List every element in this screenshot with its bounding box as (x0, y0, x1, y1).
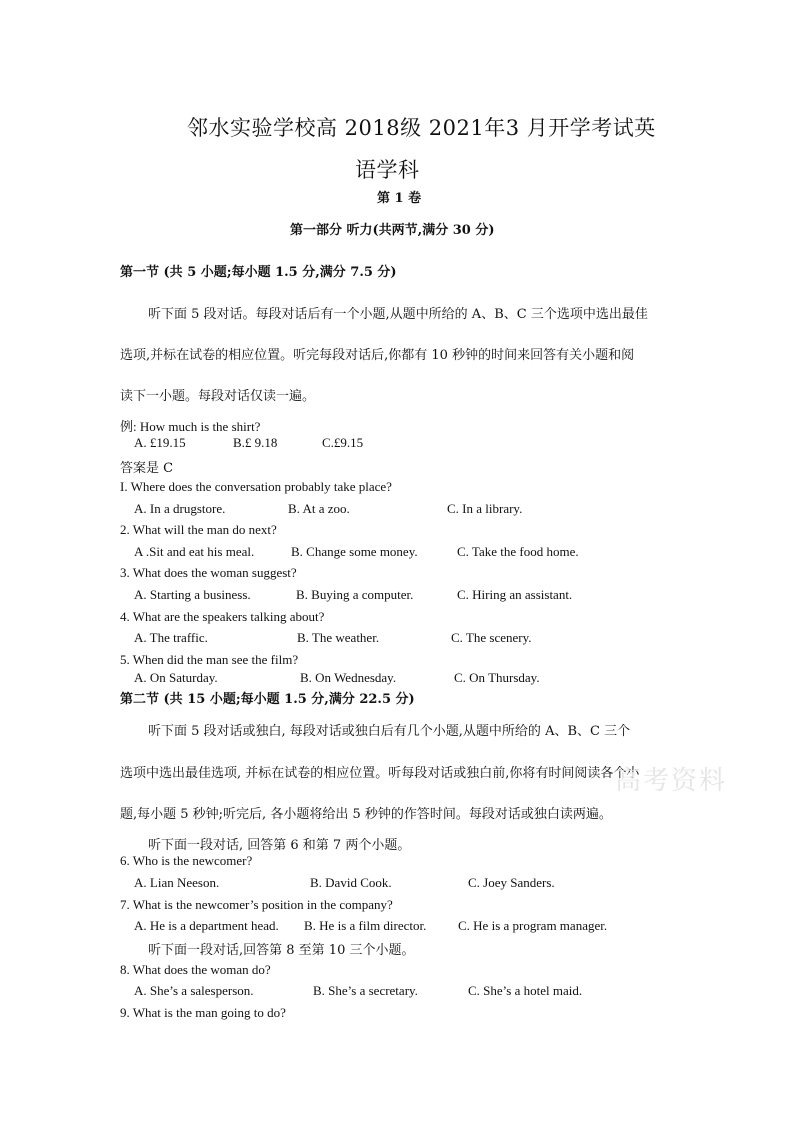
q1-option-a: A. In a drugstore. (134, 501, 226, 516)
question-2: 2. What will the man do next? (120, 522, 277, 537)
q2-option-a: A .Sit and eat his meal. (134, 544, 255, 559)
q8-option-c: C. She’s a hotel maid. (468, 983, 583, 998)
example-option-c: C.£9.15 (322, 435, 364, 450)
volume-label: 第 1 卷 (377, 191, 422, 206)
q1-option-c: C. In a library. (447, 501, 523, 516)
q5-option-a: A. On Saturday. (134, 670, 218, 685)
question-7: 7. What is the newcomer’s position in the company? (120, 897, 393, 912)
q5-option-b: B. On Wednesday. (300, 670, 397, 685)
section1-instruction-line: 选项,并标在试卷的相应位置。听完每段对话后,你都有 10 秒钟的时间来回答有关小题和阅 (120, 348, 635, 363)
example-option-b: B.£ 9.18 (233, 435, 278, 450)
section2-instruction-line: 题,每小题 5 秒钟;听完后, 各小题将给出 5 秒钟的作答时间。每段对话或独白读两遍。 (120, 807, 612, 822)
section1-instruction-line: 读下一小题。每段对话仅读一遍。 (120, 389, 316, 404)
q6-option-c: C. Joey Sanders. (468, 875, 555, 890)
q3-option-a: A. Starting a business. (134, 587, 251, 602)
q3-option-b: B. Buying a computer. (296, 587, 414, 602)
example-answer: 答案是 C (120, 461, 174, 476)
page-title-continued: 语学科 (355, 158, 420, 182)
q6-option-b: B. David Cook. (310, 875, 392, 890)
q8-option-a: A. She’s a salesperson. (134, 983, 254, 998)
q2-option-c: C. Take the food home. (457, 544, 579, 559)
q7-option-a: A. He is a department head. (134, 918, 279, 933)
question-3: 3. What does the woman suggest? (120, 565, 297, 580)
q7-option-b: B. He is a film director. (304, 918, 427, 933)
group1-intro: 听下面一段对话, 回答第 6 和第 7 两个小题。 (148, 838, 411, 853)
q6-option-a: A. Lian Neeson. (134, 875, 220, 890)
q4-option-c: C. The scenery. (451, 630, 532, 645)
q8-option-b: B. She’s a secretary. (313, 983, 418, 998)
q5-option-c: C. On Thursday. (454, 670, 540, 685)
q3-option-c: C. Hiring an assistant. (457, 587, 573, 602)
q4-option-a: A. The traffic. (134, 630, 208, 645)
question-6: 6. Who is the newcomer? (120, 853, 253, 868)
example-question: 例: How much is the shirt? (120, 419, 261, 434)
section2-instruction-line: 听下面 5 段对话或独白, 每段对话或独白后有几个小题,从题中所给的 A、B、C 三个 (148, 724, 631, 739)
group2-intro: 听下面一段对话,回答第 8 至第 10 三个小题。 (148, 943, 415, 958)
q1-option-b: B. At a zoo. (288, 501, 350, 516)
section1-instruction-line: 听下面 5 段对话。每段对话后有一个小题,从题中所给的 A、B、C 三个选项中选出最佳 (148, 307, 648, 322)
section2-instruction-line: 选项中选出最佳选项, 并标在试卷的相应位置。听每段对话或独白前,你将有时间阅读各个小 (120, 766, 640, 781)
question-4: 4. What are the speakers talking about? (120, 609, 325, 624)
part1-heading: 第一部分 听力(共两节,满分 30 分) (290, 223, 495, 238)
watermark: 高考资料 (615, 766, 728, 796)
question-9: 9. What is the man going to do? (120, 1005, 286, 1020)
q7-option-c: C. He is a program manager. (458, 918, 608, 933)
section2-heading: 第二节 (共 15 小题;每小题 1.5 分,满分 22.5 分) (120, 692, 415, 707)
q4-option-b: B. The weather. (297, 630, 380, 645)
example-option-a: A. £19.15 (134, 435, 186, 450)
page-title: 邻水实验学校高 2018级 2021年3 月开学考试英 (187, 116, 656, 140)
q2-option-b: B. Change some money. (291, 544, 418, 559)
question-8: 8. What does the woman do? (120, 962, 271, 977)
section1-heading: 第一节 (共 5 小题;每小题 1.5 分,满分 7.5 分) (120, 265, 397, 280)
question-5: 5. When did the man see the film? (120, 652, 299, 667)
question-1: I. Where does the conversation probably take place? (120, 479, 392, 494)
